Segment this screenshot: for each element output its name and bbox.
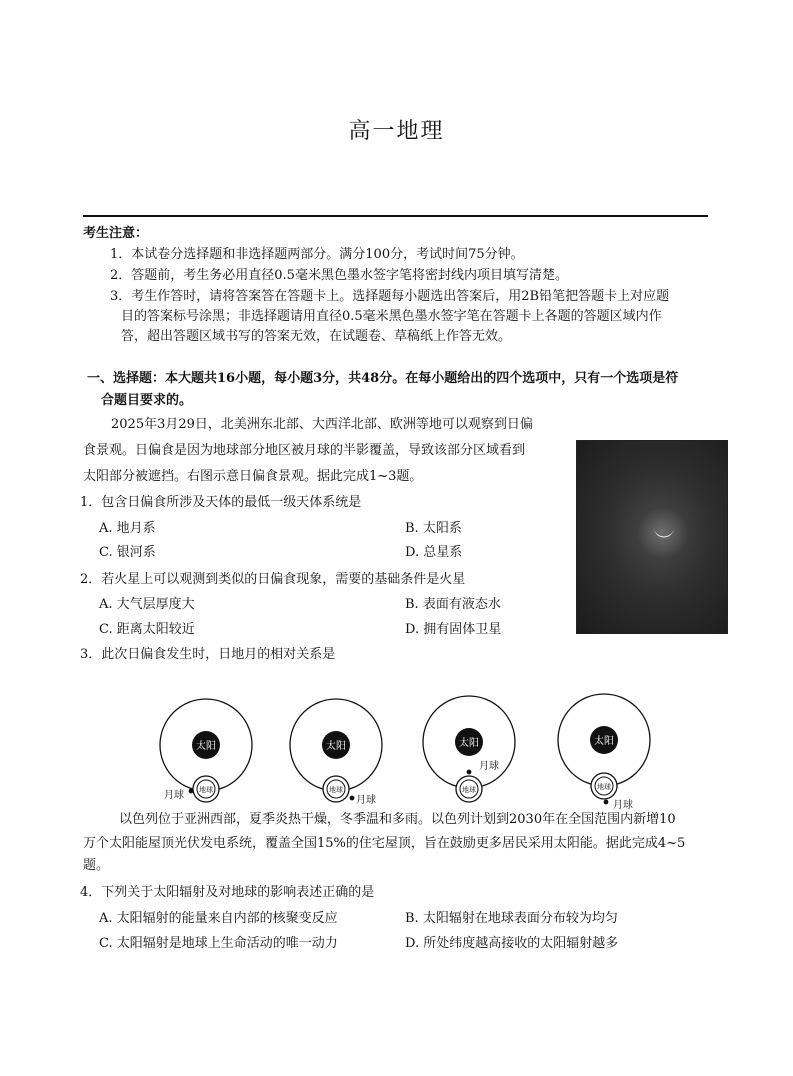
notice-item: 目的答案标号涂黑；非选择题请用直径0.5毫米黑色墨水签字笔在答题卡上各题的答题区域内作 (121, 309, 662, 324)
option-b: B. 太阳系 (405, 521, 462, 536)
moon-icon (350, 796, 355, 801)
notice-item: 答，超出答题区域书写的答案无效，在试题卷、草稿纸上作答无效。 (121, 329, 512, 344)
earth-label: 地球 (462, 786, 476, 794)
option-a: A. 太阳辐射的能量来自内部的核聚变反应 (99, 911, 338, 926)
sun-label: 太阳 (594, 736, 614, 747)
section-heading: 一、选择题：本大题共16小题，每小题3分，共48分。在每小题给出的四个选项中，只有一个选项是符 (87, 371, 679, 386)
notice-heading: 考生注意： (83, 226, 149, 241)
moon-label: 月球 (164, 790, 184, 801)
sun-label: 太阳 (196, 741, 216, 752)
passage-line: 题。 (83, 858, 110, 873)
diagram-option-b (290, 699, 382, 806)
notice-item: 1．本试卷分选择题和非选择题两部分。满分100分，考试时间75分钟。 (110, 247, 524, 262)
earth-label: 地球 (597, 783, 611, 791)
option-c: C. 太阳辐射是地球上生命活动的唯一动力 (99, 936, 338, 951)
passage-line: 2025年3月29日，北美洲东北部、大西洋北部、欧洲等地可以观察到日偏 (111, 417, 533, 432)
notice-item: 2．答题前，考生务必用直径0.5毫米黑色墨水签字笔将密封线内项目填写清楚。 (110, 268, 568, 283)
eclipse-photo (576, 440, 728, 634)
page-title: 高一地理 (348, 119, 445, 144)
diagram-option-d (558, 694, 650, 810)
option-b: B. 太阳辐射在地球表面分布较为均匀 (405, 911, 618, 926)
moon-label: 月球 (356, 795, 376, 806)
passage-line: 以色列位于亚洲西部，夏季炎热干燥，冬季温和多雨。以色列计划到2030年在全国范围内新增10 (119, 812, 676, 827)
moon-label: 月球 (479, 761, 499, 772)
notice-item: 3．考生作答时，请将答案答在答题卡上。选择题每小题选出答案后，用2B铅笔把答题卡上对应题 (110, 289, 670, 304)
earth-label: 地球 (199, 786, 213, 794)
option-c: C. 银河系 (99, 545, 156, 560)
moon-icon (189, 789, 194, 794)
question-stem: 1．包含日偏食所涉及天体的最低一级天体系统是 (80, 495, 362, 510)
passage-line: 食景观。日偏食是因为地球部分地区被月球的半影覆盖，导致该部分区域看到 (83, 443, 526, 458)
option-d: D. 总星系 (405, 545, 463, 560)
question-stem: 4．下列关于太阳辐射及对地球的影响表述正确的是 (80, 885, 375, 900)
passage-line: 万个太阳能屋顶光伏发电系统，覆盖全国15%的住宅屋顶，旨在鼓励更多居民采用太阳能。据此完成4~5 (83, 836, 686, 851)
diagram-option-c (423, 696, 515, 802)
option-c: C. 距离太阳较近 (99, 622, 195, 637)
diagram-option-a (160, 699, 252, 802)
option-b: B. 表面有液态水 (405, 597, 501, 612)
title-divider (83, 215, 708, 217)
sun-label: 太阳 (459, 738, 479, 749)
section-heading-cont: 合题目要求的。 (101, 393, 193, 408)
moon-label: 月球 (613, 800, 633, 810)
crescent-sun-icon (577, 441, 727, 633)
sun-label: 太阳 (326, 741, 346, 752)
option-d: D. 所处纬度越高接收的太阳辐射越多 (405, 936, 619, 951)
moon-icon (604, 800, 609, 805)
passage-line: 太阳部分被遮挡。右图示意日偏食景观。据此完成1~3题。 (83, 469, 423, 484)
option-d: D. 拥有固体卫星 (405, 622, 502, 637)
sun-earth-moon-diagram (156, 690, 656, 810)
option-a: A. 地月系 (99, 521, 156, 536)
earth-label: 地球 (329, 786, 343, 794)
question-stem: 2．若火星上可以观测到类似的日偏食现象，需要的基础条件是火星 (80, 572, 466, 587)
question-stem: 3．此次日偏食发生时，日地月的相对关系是 (80, 647, 336, 662)
moon-icon (467, 770, 472, 775)
option-a: A. 大气层厚度大 (99, 597, 195, 612)
